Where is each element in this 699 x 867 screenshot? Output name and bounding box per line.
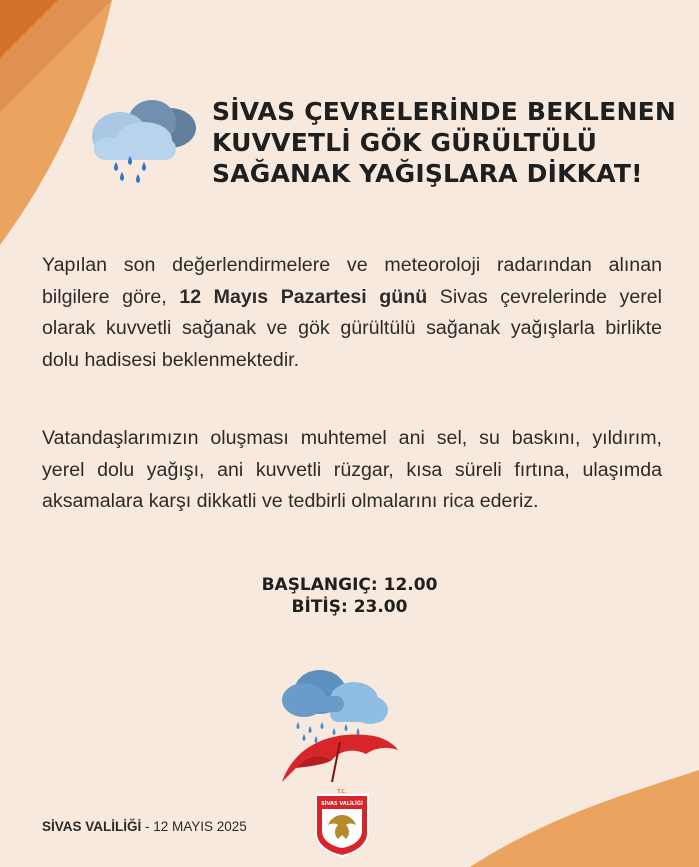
end-time: BİTİŞ: 23.00 (291, 597, 408, 617)
seal-label: SİVAS VALİLİĞİ (321, 801, 363, 807)
time-window (0, 574, 699, 618)
start-time: BAŞLANGIÇ: 12.00 (261, 575, 438, 595)
governorship-seal-icon (312, 785, 372, 857)
title-line-2: KUVVETLİ GÖK GÜRÜLTÜLÜ (212, 128, 598, 157)
paragraph-1-text: Yapılan son değerlendirmelere ve meteoroloji radarından alınan bilgilere göre, (42, 254, 662, 308)
footer (42, 819, 247, 834)
paragraph-1-continued: Sivas çevrelerinde yerel olarak kuvvetli sağanak ve gök gürültülü sağanak yağışlarla birlikte dolu hadisesi beklenmektedir. (42, 285, 662, 371)
rain-cloud-icon (82, 96, 202, 188)
page-title (212, 96, 682, 189)
footer-date: - 12 MAYIS 2025 (141, 819, 247, 834)
footer-org: SİVAS VALİLİĞİ (42, 819, 142, 834)
seal-top-text: T.C. (337, 789, 347, 795)
announcement-paragraph-2: Vatandaşlarımızın oluşması muhtemel ani sel, su baskını, yıldırım, yerel dolu yağışı, ani kuvvetli rüzgar, kısa süreli fırtına, ulaşımda aksamalara karşı dikkatli ve tedbirli olmalarını rica ederiz. (42, 427, 662, 512)
announcement-paragraph-1 (42, 250, 662, 376)
storm-cloud-umbrella-icon (274, 664, 406, 786)
title-line-1: SİVAS ÇEVRELERİNDE BEKLENEN (212, 97, 676, 126)
title-line-3: SAĞANAK YAĞIŞLARA DİKKAT! (212, 159, 643, 188)
date-highlight: 12 Mayıs Pazartesi günü (179, 285, 428, 308)
